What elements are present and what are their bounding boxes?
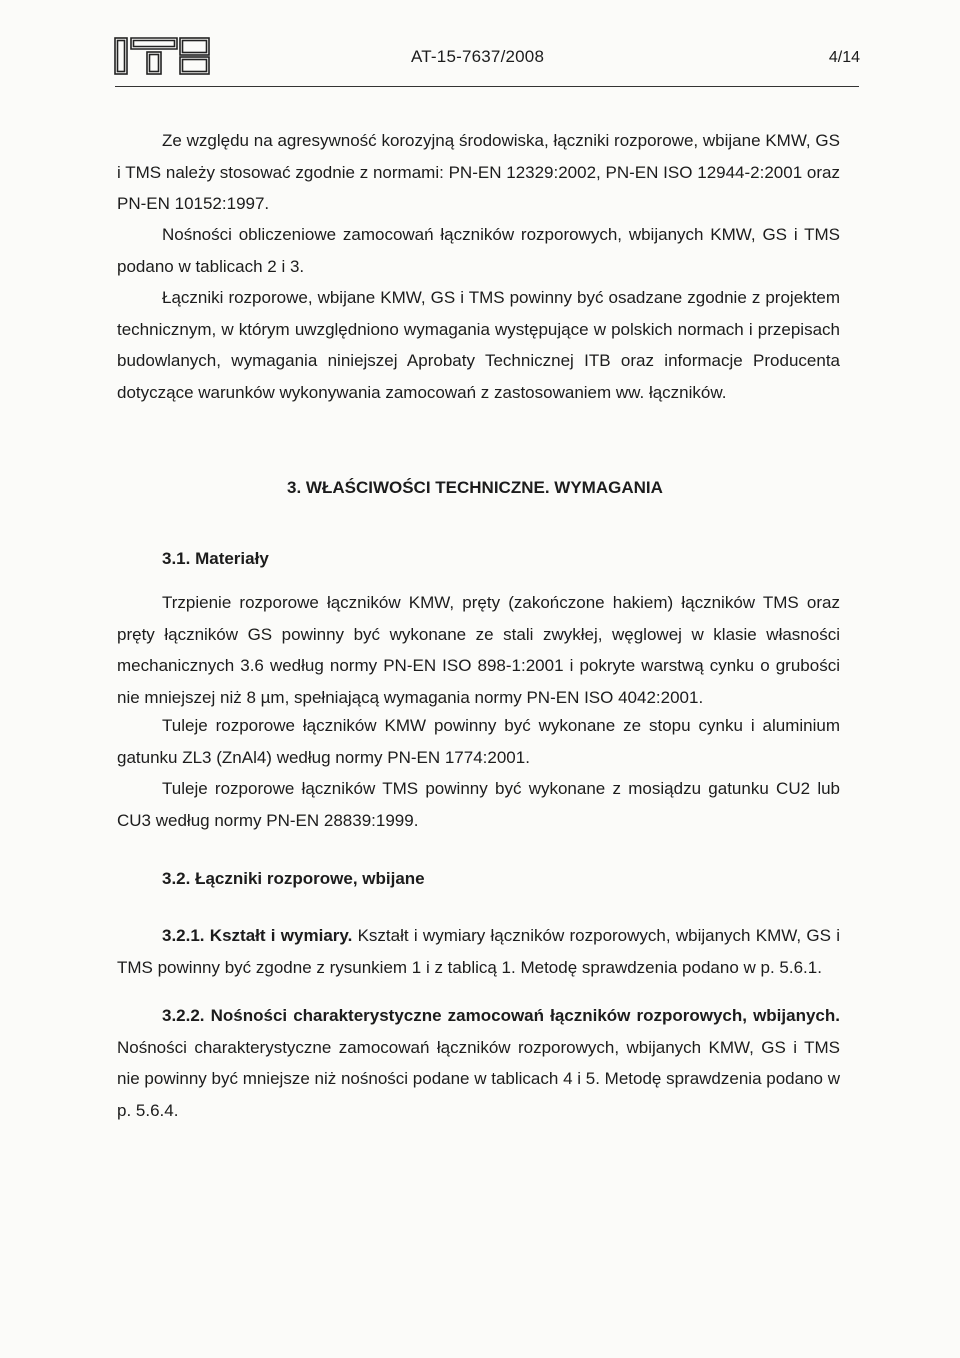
paragraph-installation: Łączniki rozporowe, wbijane KMW, GS i TMS powinny być osadzane zgodnie z projektem technicznym, w którym uwzględniono wymagania występujące w polskich normach i przepisach budowlanych, wymagania niniejszej Aprobaty Technicznej ITB oraz informacje Producenta dotyczące warunków wykonywania zamocowań z zastosowaniem ww. łączników.	[117, 288, 840, 402]
section-3-2-2-heading: 3.2.2. Nośności charakterystyczne zamocowań łączników rozporowych, wbijanych.	[162, 1006, 840, 1025]
section-3-heading: 3. WŁAŚCIWOŚCI TECHNICZNE. WYMAGANIA	[287, 478, 663, 497]
paragraph-characteristic-capacity	[117, 1000, 840, 1126]
section-3-2-2-text: Nośności charakterystyczne zamocowań łączników rozporowych, wbijanych KMW, GS i TMS nie powinny być mniejsze niż nośności podane w tablicach 4 i 5. Metodę sprawdzenia podano w p. 5.6.4.	[117, 1037, 840, 1120]
section-3-2-1-heading: 3.2.1. Kształt i wymiary.	[162, 926, 353, 945]
page-number: 4/14	[828, 49, 860, 66]
paragraph-materials-tms-sleeves: Tuleje rozporowe łączników TMS powinny być wykonane z mosiądzu gatunku CU2 lub CU3 według normy PN-EN 28839:1999.	[117, 779, 840, 830]
document-id: AT-15-7637/2008	[411, 47, 545, 66]
paragraph-shape-dimensions	[117, 920, 840, 983]
paragraph-load-capacity: Nośności obliczeniowe zamocowań łączników rozporowych, wbijanych KMW, GS i TMS podano w tablicach 2 i 3.	[117, 225, 840, 276]
itb-logo	[114, 37, 210, 75]
paragraph-materials-rods: Trzpienie rozporowe łączników KMW, pręty (zakończone hakiem) łączników TMS oraz pręty łączników GS powinny być wykonane ze stali zwykłej, węglowej w klasie własności mechanicznych 3.6 według normy PN-EN ISO 898-1:2001 i pokryte warstwą cynku o grubości nie mniejszej niż 8 µm, spełniającą wymagania normy PN-EN ISO 4042:2001.	[117, 593, 840, 707]
section-3-1-heading: 3.1. Materiały	[162, 549, 269, 568]
paragraph-materials-kmw-sleeves: Tuleje rozporowe łączników KMW powinny być wykonane ze stopu cynku i aluminium gatunku ZL3 (ZnAl4) według normy PN-EN 1774:2001.	[117, 716, 840, 767]
header-rule	[115, 86, 859, 87]
section-3-2-heading: 3.2. Łączniki rozporowe, wbijane	[162, 869, 425, 888]
section-3-2-1-text: Kształt i wymiary łączników rozporowych, wbijanych KMW, GS i TMS powinny być zgodne z rysunkiem 1 i z tablicą 1. Metodę sprawdzenia podano w p. 5.6.1.	[117, 926, 840, 977]
paragraph-corrosion: Ze względu na agresywność korozyjną środowiska, łączniki rozporowe, wbijane KMW, GS i TMS należy stosować zgodnie z normami: PN-EN 12329:2002, PN-EN ISO 12944-2:2001 oraz PN-EN 10152:1997.	[117, 131, 840, 213]
